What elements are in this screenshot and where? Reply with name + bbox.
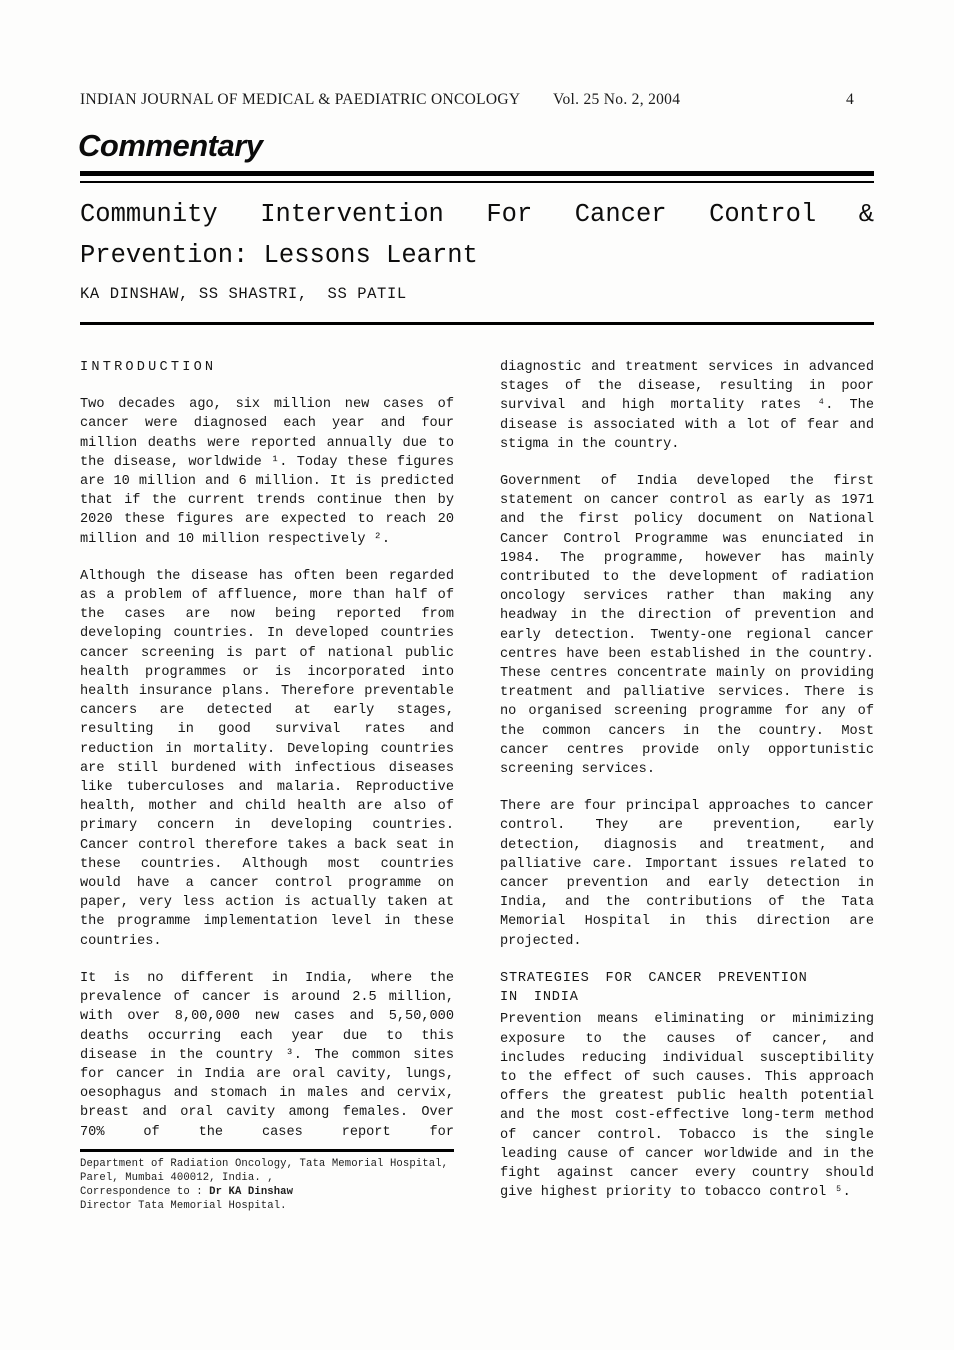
section-label-commentary: Commentary <box>78 128 263 163</box>
section-heading-strategies <box>500 969 874 1007</box>
footnote-affiliation-line1: Department of Radiation Oncology, Tata Memorial Hospital, <box>80 1157 449 1170</box>
issue-info: Vol. 25 No. 2, 2004 <box>553 91 681 108</box>
section-heading-strategies-line2: IN INDIA <box>500 990 579 1006</box>
divider-thick <box>80 171 874 176</box>
article-title-line1: Community Intervention For Cancer Control & <box>80 200 874 229</box>
article-body <box>80 358 874 1220</box>
footnote-designation: Director Tata Memorial Hospital. <box>80 1200 287 1213</box>
paragraph-prevention: Prevention means eliminating or minimizing exposure to the causes of cancer, and includes reducing individual susceptibility to the effect of such causes. This approach offers the greatest public health potential and the most cost-effective long-term method of cancer control. Tobacco is the single leading cause of cancer worldwide and in the fight against cancer every country should give highest priority to tobacco control ⁵. <box>500 1012 874 1201</box>
divider-thin <box>80 181 874 183</box>
paragraph-intro-3: It is no different in India, where the prevalence of cancer is around 2.5 million, with over 8,00,000 new cases and 5,50,000 deaths occurring each year due to this disease in the country ³. The common sites for cancer in India are oral cavity, lungs, oesophagus and stomach in males and cervix, breast and oral cavity among females. Over 70% of the cases report for <box>80 970 454 1140</box>
divider-under-authors <box>80 322 874 325</box>
footnote-correspondence-name: Dr KA Dinshaw <box>209 1186 294 1199</box>
paragraph-right-1: diagnostic and treatment services in advanced stages of the disease, resulting in poor survival and high mortality rates ⁴. The disease is associated with a lot of fear and stigma in the country. <box>500 360 874 452</box>
article-title-line2: Prevention: Lessons Learnt <box>80 241 478 270</box>
paragraph-intro-2: Although the disease has often been regarded as a problem of affluence, more than half of the cases are now being reported from developing countries. In developed countries cancer screening is part of national public health programmes or is incorporated into health insurance plans. Therefore preventable cancers are detected at early stages, resulting in good survival rates and reduction in mortality. Developing countries are still burdened with infectious diseases like tuberculoses and malaria. Reproductive health, mother and child health are also of primary concern in developing countries. Cancer control therefore takes a back seat in these countries. Although most countries would have a cancer control programme on paper, very less action is actually taken at the programme implementation level in these countries. <box>80 568 454 949</box>
footnote <box>80 1149 454 1214</box>
section-heading-introduction: INTRODUCTION <box>80 360 217 375</box>
paragraph-right-3: There are four principal approaches to cancer control. They are prevention, early detection, diagnosis and treatment, and palliative care. Important issues related to cancer prevention and early detection in India, and the contributions of the Tata Memorial Hospital in this direction are projected. <box>500 799 874 949</box>
footnote-correspondence-label: Correspondence to : <box>80 1186 210 1199</box>
right-column <box>500 358 874 1220</box>
paragraph-intro-1: Two decades ago, six million new cases of cancer were diagnosed each year and four million deaths were reported annually due to the disease, worldwide ¹. Today these figures are 10 million and 6 million. It is predicted that if the current trends continue then by 2020 these figures are expected to reach 20 million and 10 million respectively ². <box>80 397 454 547</box>
paragraph-right-2: Government of India developed the first statement on cancer control as early as 1971 and the first policy document on National Cancer Control Programme was enunciated in 1984. The programme, however has mainly contributed to the development of radiation oncology services rather than making any headway in the direction of prevention and early detection. Twenty-one regional cancer centres have been established in the country. These centres concentrate mainly on providing treatment and palliative services. There is no organised screening programme for any of the common cancers in the country. Most cancer centres provide only opportunistic screening services. <box>500 474 874 778</box>
author-list: KA DINSHAW, SS SHASTRI, SS PATIL <box>80 285 407 303</box>
journal-title: INDIAN JOURNAL OF MEDICAL & PAEDIATRIC ONCOLOGY <box>80 91 521 108</box>
running-header <box>80 91 874 109</box>
page-number: 4 <box>846 91 855 108</box>
left-column <box>80 358 454 1220</box>
footnote-correspondence <box>80 1185 454 1199</box>
footnote-affiliation-line2: Parel, Mumbai 400012, India. , <box>80 1171 274 1184</box>
article-title <box>80 194 874 276</box>
section-heading-strategies-line1: STRATEGIES FOR CANCER PREVENTION <box>500 970 808 986</box>
